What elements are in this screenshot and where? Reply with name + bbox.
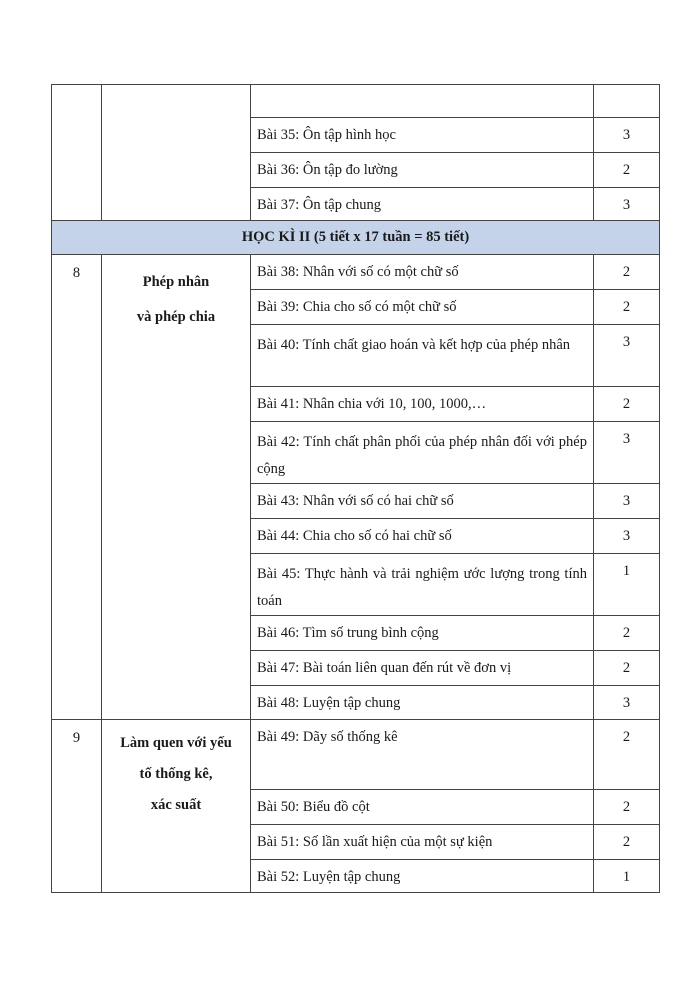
topic-title [102,720,251,893]
table-row [52,85,660,118]
periods-cell: 3 [594,484,660,519]
periods-cell: 3 [594,422,660,484]
periods-cell [594,85,660,118]
topic-number: 8 [52,255,102,720]
lesson-cell: Bài 43: Nhân với số có hai chữ số [251,484,594,519]
topic-title-line: và phép chia [136,309,216,325]
topic-title-cell [102,85,251,221]
periods-cell: 2 [594,720,660,790]
lesson-cell: Bài 51: Số lần xuất hiện của một sự kiện [251,825,594,860]
topic-title-line: Phép nhân [142,274,210,290]
lesson-cell: Bài 49: Dãy số thống kê [251,720,594,790]
semester-header-row [52,221,660,255]
lesson-cell: Bài 46: Tìm số trung bình cộng [251,616,594,651]
lesson-cell: Bài 42: Tính chất phân phối của phép nhân đối với phép cộng [251,422,594,484]
topic-title [102,255,251,720]
periods-cell: 2 [594,387,660,422]
topic-number: 9 [52,720,102,893]
lesson-cell: Bài 37: Ôn tập chung [251,188,594,221]
lesson-cell: Bài 50: Biểu đồ cột [251,790,594,825]
topic-title-line: xác suất [150,797,202,813]
periods-cell: 2 [594,651,660,686]
periods-cell: 2 [594,616,660,651]
topic-number-cell [52,85,102,221]
periods-cell: 3 [594,325,660,387]
lesson-cell: Bài 44: Chia cho số có hai chữ số [251,519,594,554]
periods-cell: 3 [594,118,660,153]
periods-cell: 2 [594,255,660,290]
table-row [52,255,660,290]
periods-cell: 1 [594,554,660,616]
periods-cell: 1 [594,860,660,893]
semester-header: HỌC KÌ II (5 tiết x 17 tuần = 85 tiết) [52,221,660,255]
lesson-cell: Bài 38: Nhân với số có một chữ số [251,255,594,290]
lesson-cell: Bài 40: Tính chất giao hoán và kết hợp của phép nhân [251,325,594,387]
lesson-cell: Bài 35: Ôn tập hình học [251,118,594,153]
lesson-cell: Bài 47: Bài toán liên quan đến rút về đơn vị [251,651,594,686]
periods-cell: 2 [594,153,660,188]
periods-cell: 3 [594,188,660,221]
lesson-cell: Bài 45: Thực hành và trải nghiệm ước lượng trong tính toán [251,554,594,616]
lesson-cell: Bài 36: Ôn tập đo lường [251,153,594,188]
lesson-cell: Bài 39: Chia cho số có một chữ số [251,290,594,325]
periods-cell: 2 [594,825,660,860]
periods-cell: 3 [594,686,660,720]
lesson-cell: Bài 52: Luyện tập chung [251,860,594,893]
lesson-cell: Bài 48: Luyện tập chung [251,686,594,720]
table-row [52,720,660,790]
topic-title-line: tố thống kê, [139,766,213,782]
periods-cell: 2 [594,790,660,825]
topic-title-line: Làm quen với yếu [120,735,232,751]
curriculum-table [51,84,660,893]
periods-cell: 2 [594,290,660,325]
periods-cell: 3 [594,519,660,554]
lesson-cell [251,85,594,118]
lesson-cell: Bài 41: Nhân chia với 10, 100, 1000,… [251,387,594,422]
